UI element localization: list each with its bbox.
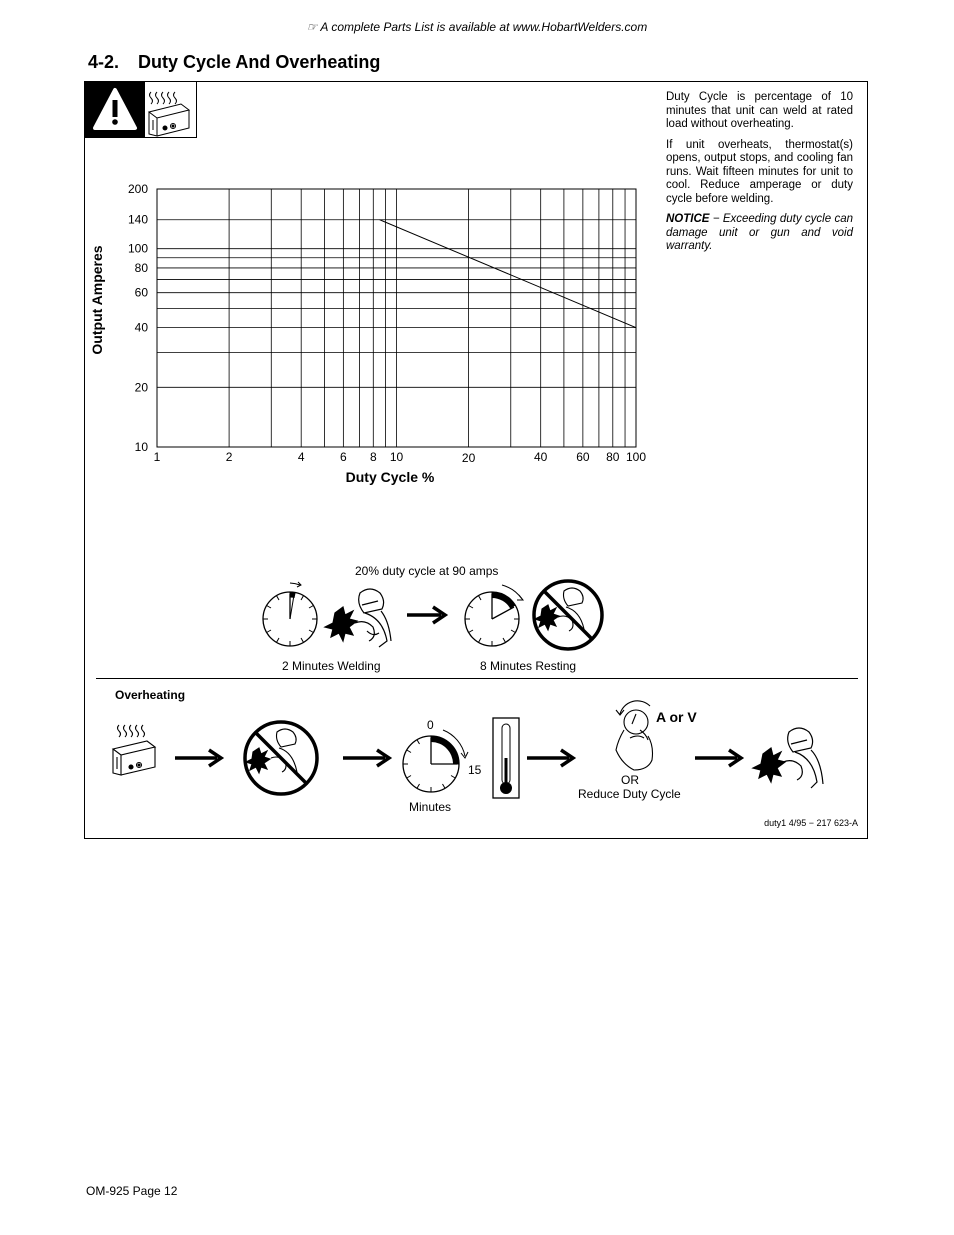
figure-id: duty1 4/95 − 217 623-A [764,818,858,828]
section-title [88,52,380,73]
thermometer-icon [493,718,519,798]
x-tick-label: 4 [297,450,305,464]
welding-time-label: 2 Minutes Welding [282,659,381,673]
clock-icon [403,730,468,792]
y-tick-label: 140 [127,212,148,227]
page-footer: OM-925 Page 12 [86,1184,178,1198]
overheating-unit-icon [149,92,189,136]
clock-icon [465,585,523,646]
y-tick-label: 10 [134,440,148,454]
arrow-right-icon [527,750,573,766]
x-tick-label: 60 [576,450,590,464]
x-tick-label: 8 [369,450,377,464]
description-paragraph-2: If unit overheats, thermostat(s) opens, output stops, and cooling fan runs. Wait fifteen minutes for unit to cool. Reduce amperage or duty cycle before welding. [666,138,853,205]
amps-or-volts-label: A or V [656,709,697,725]
warning-icon [85,82,197,138]
y-tick-label: 20 [134,380,148,395]
x-tick-label: 2 [225,450,233,464]
y-axis-label: Output Amperes [89,245,105,355]
x-tick-label: 80 [606,450,620,464]
timer-start-label: 0 [427,718,434,732]
section-number: 4-2. [88,52,120,72]
x-tick-label: 40 [534,450,548,464]
arrow-right-icon [695,750,741,766]
duty-cycle-description [666,91,853,261]
x-axis-label: Duty Cycle % [345,469,435,485]
warning-icon-box [85,82,197,138]
x-tick-label: 100 [625,450,647,464]
welder-icon [753,728,823,788]
no-welding-icon [245,722,317,794]
overheating-title: Overheating [115,688,186,702]
x-tick-label: 20 [461,451,476,465]
y-tick-label: 100 [127,241,148,256]
notice-paragraph [666,213,853,254]
y-tick-label: 40 [134,320,148,335]
overheating-unit-icon [113,725,155,775]
timer-minutes-label: Minutes [409,800,452,814]
section-heading: Duty Cycle And Overheating [138,52,381,72]
description-paragraph-1: Duty Cycle is percentage of 10 minutes that unit can weld at rated load without overheating. [666,91,853,130]
x-tick-label: 1 [153,450,161,464]
no-welding-icon [534,581,602,649]
overheating-sequence [105,700,845,810]
x-tick-label: 6 [340,450,347,464]
pointing-hand-icon: ☞ [306,20,318,34]
clock-icon [263,582,317,646]
arrow-right-icon [175,750,221,766]
knob-hand-icon [616,701,653,770]
section-divider [96,678,858,679]
y-tick-label: 60 [134,285,148,300]
timer-end-label: 15 [468,763,482,777]
arrow-right-icon [407,607,445,623]
x-tick-label: 10 [389,450,404,464]
welder-icon [325,589,391,647]
or-label: OR [621,773,639,787]
notice-label: NOTICE [666,213,710,225]
y-tick-label: 80 [134,260,148,275]
reduce-duty-cycle-label: Reduce Duty Cycle [578,787,681,801]
arrow-right-icon [343,750,389,766]
resting-time-label: 8 Minutes Resting [480,659,577,673]
y-tick-label: 200 [127,182,148,196]
duty-example-illustration [250,575,620,655]
parts-list-note: ☞ A complete Parts List is available at www.HobartWelders.com [306,20,648,34]
notice-text: − Exceeding duty cycle can damage unit or gun and void warranty. [666,213,853,252]
duty-example-caption: 20% duty cycle at 90 amps [355,564,499,578]
